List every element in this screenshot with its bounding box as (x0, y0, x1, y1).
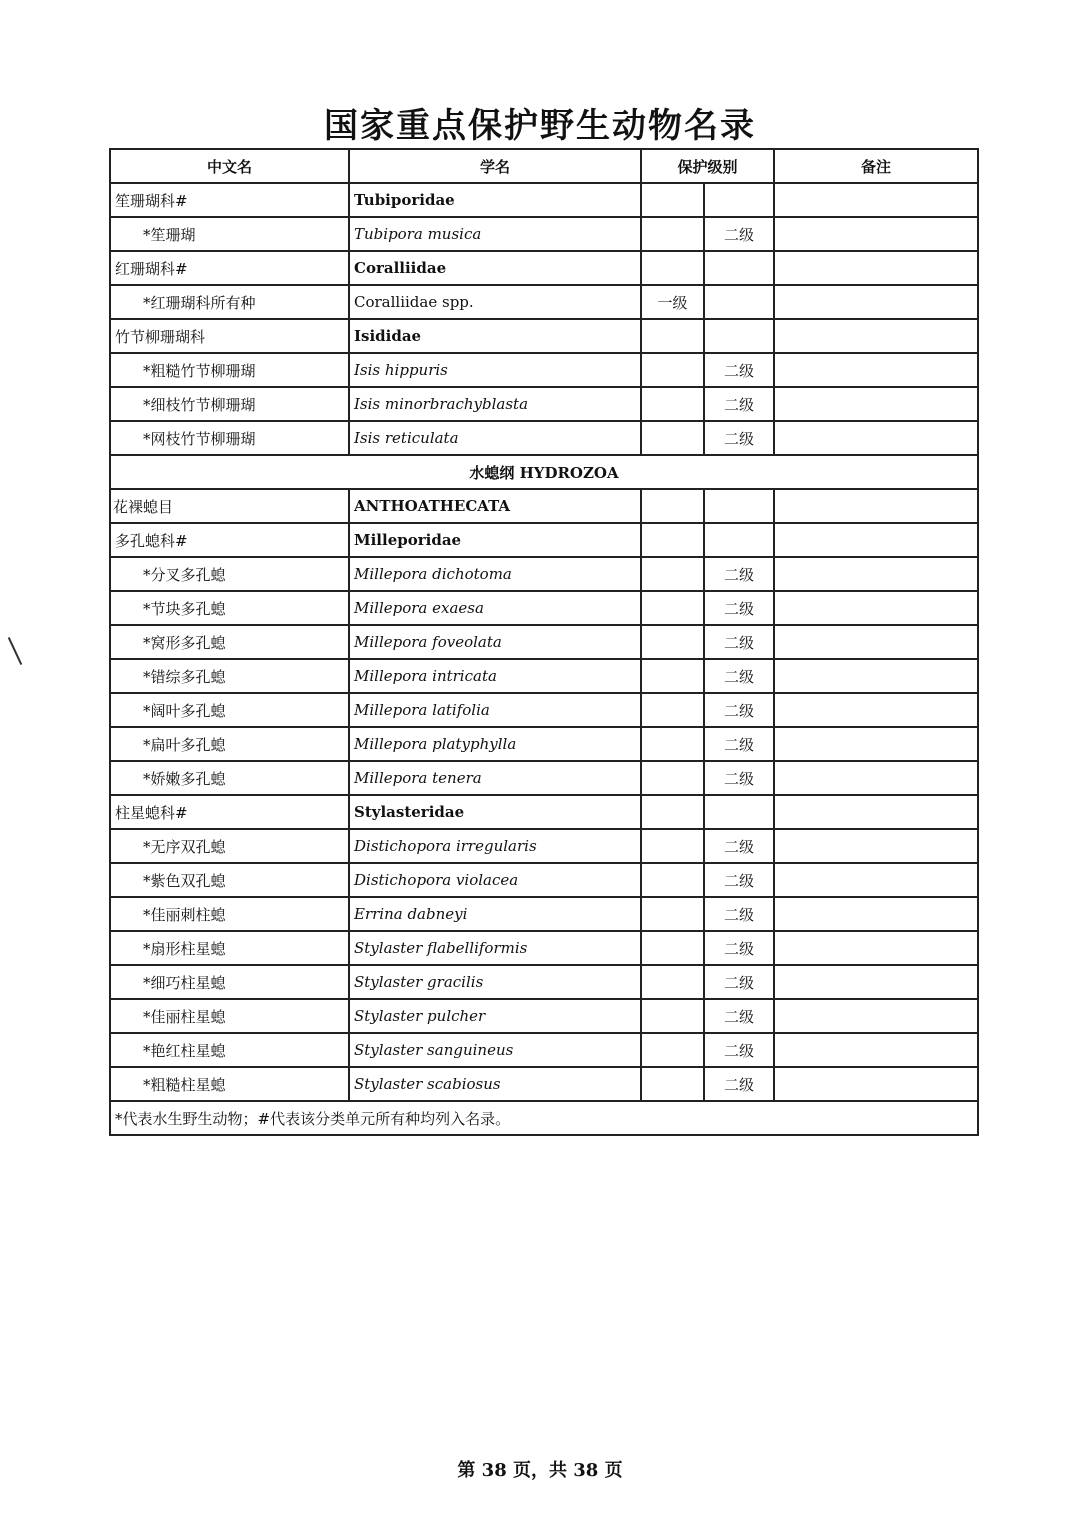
level-two-cell: 二级 (704, 557, 774, 591)
scientific-name-cell: Stylaster sanguineus (349, 1033, 641, 1067)
level-one-cell (641, 625, 704, 659)
level-one-cell (641, 217, 704, 251)
remarks-cell (774, 727, 978, 761)
level-one-cell (641, 965, 704, 999)
scientific-name-cell: Millepora intricata (349, 659, 641, 693)
level-one-cell (641, 387, 704, 421)
table-row (110, 659, 978, 693)
chinese-name-cell: *错综多孔螅 (110, 659, 349, 693)
scientific-name-cell: Coralliidae spp. (349, 285, 641, 319)
chinese-name-cell: *娇嫩多孔螅 (110, 761, 349, 795)
chinese-name-cell: 多孔螅科# (110, 523, 349, 557)
scientific-name-cell: Coralliidae (349, 251, 641, 285)
table-row (110, 1067, 978, 1101)
table-row (110, 421, 978, 455)
chinese-name-cell: 红珊瑚科# (110, 251, 349, 285)
scientific-name-cell: Stylaster pulcher (349, 999, 641, 1033)
chinese-name-cell: *窝形多孔螅 (110, 625, 349, 659)
level-one-cell (641, 591, 704, 625)
table-row (110, 183, 978, 217)
level-two-cell: 二级 (704, 217, 774, 251)
level-two-cell: 二级 (704, 353, 774, 387)
remarks-cell (774, 591, 978, 625)
remarks-cell (774, 795, 978, 829)
level-one-cell (641, 319, 704, 353)
level-two-cell: 二级 (704, 693, 774, 727)
level-one-cell (641, 693, 704, 727)
level-one-cell (641, 251, 704, 285)
remarks-cell (774, 1033, 978, 1067)
header-protection-level: 保护级别 (641, 149, 774, 183)
level-one-cell: 一级 (641, 285, 704, 319)
level-two-cell (704, 795, 774, 829)
chinese-name-cell: *粗糙柱星螅 (110, 1067, 349, 1101)
scientific-name-cell: Stylaster scabiosus (349, 1067, 641, 1101)
class-heading: 水螅纲 HYDROZOA (110, 455, 978, 489)
level-one-cell (641, 761, 704, 795)
table-row (110, 591, 978, 625)
table-row (110, 1033, 978, 1067)
chinese-name-cell: *佳丽柱星螅 (110, 999, 349, 1033)
table-row (110, 795, 978, 829)
scientific-name-cell: Milleporidae (349, 523, 641, 557)
level-one-cell (641, 353, 704, 387)
level-two-cell (704, 183, 774, 217)
chinese-name-cell: *红珊瑚科所有种 (110, 285, 349, 319)
table-row (110, 319, 978, 353)
remarks-cell (774, 863, 978, 897)
remarks-cell (774, 931, 978, 965)
scientific-name-cell: Distichopora irregularis (349, 829, 641, 863)
level-two-cell (704, 285, 774, 319)
header-chinese-name: 中文名 (110, 149, 349, 183)
level-two-cell: 二级 (704, 1033, 774, 1067)
table-row (110, 863, 978, 897)
level-two-cell: 二级 (704, 863, 774, 897)
table-row (110, 931, 978, 965)
table-note: *代表水生野生动物；#代表该分类单元所有种均列入名录。 (110, 1101, 978, 1135)
level-one-cell (641, 999, 704, 1033)
remarks-cell (774, 897, 978, 931)
level-two-cell (704, 319, 774, 353)
remarks-cell (774, 659, 978, 693)
level-one-cell (641, 523, 704, 557)
scientific-name-cell: Stylaster flabelliformis (349, 931, 641, 965)
scientific-name-cell: Millepora tenera (349, 761, 641, 795)
scientific-name-cell: Stylasteridae (349, 795, 641, 829)
scientific-name-cell: Stylaster gracilis (349, 965, 641, 999)
scientific-name-cell: Isis reticulata (349, 421, 641, 455)
remarks-cell (774, 965, 978, 999)
remarks-cell (774, 761, 978, 795)
level-two-cell (704, 489, 774, 523)
header-scientific-name: 学名 (349, 149, 641, 183)
level-one-cell (641, 897, 704, 931)
species-table (109, 148, 979, 1136)
remarks-cell (774, 421, 978, 455)
remarks-cell (774, 489, 978, 523)
level-two-cell: 二级 (704, 965, 774, 999)
level-two-cell (704, 523, 774, 557)
table-row (110, 251, 978, 285)
margin-scan-mark (8, 637, 22, 665)
scientific-name-cell: Millepora dichotoma (349, 557, 641, 591)
level-one-cell (641, 489, 704, 523)
chinese-name-cell: *佳丽刺柱螅 (110, 897, 349, 931)
level-one-cell (641, 557, 704, 591)
remarks-cell (774, 1067, 978, 1101)
header-remarks: 备注 (774, 149, 978, 183)
chinese-name-cell: *艳红柱星螅 (110, 1033, 349, 1067)
chinese-name-cell: *粗糙竹节柳珊瑚 (110, 353, 349, 387)
remarks-cell (774, 523, 978, 557)
chinese-name-cell: *无序双孔螅 (110, 829, 349, 863)
level-two-cell: 二级 (704, 659, 774, 693)
remarks-cell (774, 353, 978, 387)
table-row (110, 965, 978, 999)
chinese-name-cell: *笙珊瑚 (110, 217, 349, 251)
chinese-name-cell: *细巧柱星螅 (110, 965, 349, 999)
table-row (110, 523, 978, 557)
page-footer: 第 38 页，共 38 页 (457, 1460, 623, 1481)
table-row (110, 999, 978, 1033)
level-two-cell: 二级 (704, 421, 774, 455)
table-row (110, 455, 978, 489)
chinese-name-cell: 柱星螅科# (110, 795, 349, 829)
level-one-cell (641, 863, 704, 897)
scientific-name-cell: Millepora foveolata (349, 625, 641, 659)
level-two-cell: 二级 (704, 727, 774, 761)
chinese-name-cell: *节块多孔螅 (110, 591, 349, 625)
table-row (110, 761, 978, 795)
table-row (110, 693, 978, 727)
table-row (110, 489, 978, 523)
level-one-cell (641, 1033, 704, 1067)
remarks-cell (774, 217, 978, 251)
scientific-name-cell: Isididae (349, 319, 641, 353)
chinese-name-cell: *扇形柱星螅 (110, 931, 349, 965)
remarks-cell (774, 999, 978, 1033)
table-row (110, 387, 978, 421)
scientific-name-cell: Distichopora violacea (349, 863, 641, 897)
level-one-cell (641, 795, 704, 829)
level-two-cell (704, 251, 774, 285)
chinese-name-cell: *阔叶多孔螅 (110, 693, 349, 727)
remarks-cell (774, 387, 978, 421)
remarks-cell (774, 693, 978, 727)
level-two-cell: 二级 (704, 591, 774, 625)
scientific-name-cell: Tubipora musica (349, 217, 641, 251)
level-one-cell (641, 727, 704, 761)
scientific-name-cell: Millepora platyphylla (349, 727, 641, 761)
table-row (110, 727, 978, 761)
level-two-cell: 二级 (704, 897, 774, 931)
remarks-cell (774, 251, 978, 285)
table-row (110, 625, 978, 659)
level-two-cell: 二级 (704, 931, 774, 965)
table-row (110, 285, 978, 319)
header-row (110, 149, 978, 183)
chinese-name-cell: 竹节柳珊瑚科 (110, 319, 349, 353)
chinese-name-cell: *分叉多孔螅 (110, 557, 349, 591)
remarks-cell (774, 285, 978, 319)
level-two-cell: 二级 (704, 829, 774, 863)
chinese-name-cell: *紫色双孔螅 (110, 863, 349, 897)
chinese-name-cell: *细枝竹节柳珊瑚 (110, 387, 349, 421)
remarks-cell (774, 183, 978, 217)
scientific-name-cell: Millepora exaesa (349, 591, 641, 625)
scientific-name-cell: ANTHOATHECATA (349, 489, 641, 523)
level-two-cell: 二级 (704, 761, 774, 795)
scientific-name-cell: Errina dabneyi (349, 897, 641, 931)
chinese-name-cell: 笙珊瑚科# (110, 183, 349, 217)
level-one-cell (641, 659, 704, 693)
level-one-cell (641, 183, 704, 217)
scientific-name-cell: Tubiporidae (349, 183, 641, 217)
chinese-name-cell: *扁叶多孔螅 (110, 727, 349, 761)
table-row (110, 897, 978, 931)
level-two-cell: 二级 (704, 387, 774, 421)
level-two-cell: 二级 (704, 625, 774, 659)
scientific-name-cell: Millepora latifolia (349, 693, 641, 727)
level-two-cell: 二级 (704, 999, 774, 1033)
table-row (110, 557, 978, 591)
scientific-name-cell: Isis hippuris (349, 353, 641, 387)
remarks-cell (774, 829, 978, 863)
level-one-cell (641, 1067, 704, 1101)
remarks-cell (774, 319, 978, 353)
table-row (110, 353, 978, 387)
table-row (110, 217, 978, 251)
remarks-cell (774, 557, 978, 591)
page-title: 国家重点保护野生动物名录 (324, 106, 756, 146)
chinese-name-cell: *网枝竹节柳珊瑚 (110, 421, 349, 455)
scientific-name-cell: Isis minorbrachyblasta (349, 387, 641, 421)
note-row (110, 1101, 978, 1135)
level-one-cell (641, 421, 704, 455)
level-two-cell: 二级 (704, 1067, 774, 1101)
level-one-cell (641, 829, 704, 863)
level-one-cell (641, 931, 704, 965)
remarks-cell (774, 625, 978, 659)
table-row (110, 829, 978, 863)
chinese-name-cell: 花裸螅目 (110, 489, 349, 523)
